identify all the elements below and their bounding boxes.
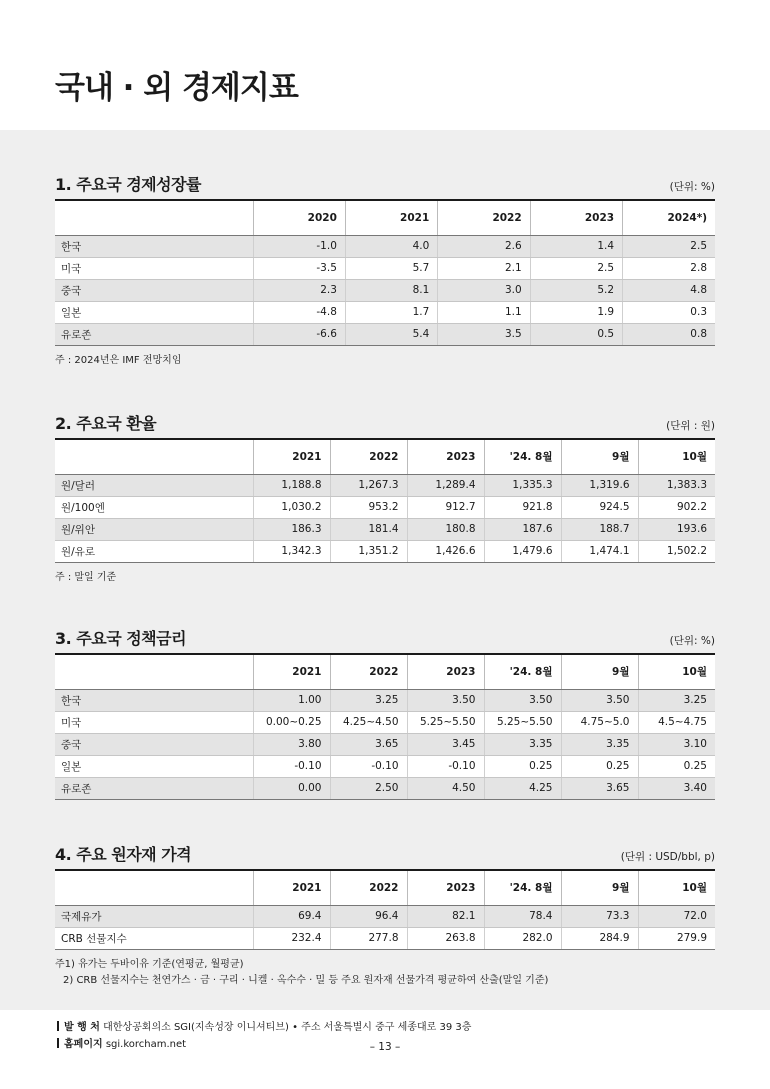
table-cell: 282.0 [484,927,561,949]
table-cell: 1,030.2 [253,496,330,518]
row-label: 중국 [55,279,253,301]
table-cell: 1,426.6 [407,540,484,562]
table-cell: 5.4 [345,323,437,345]
table-cell: 2.6 [438,235,530,257]
table-cell: 78.4 [484,905,561,927]
section-notes [55,957,715,989]
column-header: 2023 [407,439,484,474]
header-row [55,654,715,689]
column-header [55,870,253,905]
column-header: '24. 8월 [484,654,561,689]
table-cell: 3.80 [253,733,330,755]
table-cell: 0.3 [623,301,715,323]
section-unit: (단위: %) [669,181,715,193]
table-cell: 1.4 [530,235,622,257]
section-3 [55,627,715,800]
table-cell: 3.50 [407,689,484,711]
column-header: 10월 [638,439,715,474]
table-cell: 73.3 [561,905,638,927]
table-cell: 3.0 [438,279,530,301]
section-notes [55,353,715,369]
table-cell: 4.75~5.0 [561,711,638,733]
column-header: 2022 [330,870,407,905]
note-line: 주 : 말일 기준 [55,571,117,583]
row-label: 일본 [55,301,253,323]
row-label: CRB 선물지수 [55,927,253,949]
table-cell: -3.5 [253,257,345,279]
table-cell: -0.10 [330,755,407,777]
table-cell: 3.10 [638,733,715,755]
table-cell: 1.7 [345,301,437,323]
column-header [55,654,253,689]
column-header: 10월 [638,654,715,689]
table-cell: 1.1 [438,301,530,323]
table-cell: 902.2 [638,496,715,518]
table-cell: 4.25~4.50 [330,711,407,733]
column-header: 2021 [253,870,330,905]
table-cell: 8.1 [345,279,437,301]
section-2 [55,412,715,586]
table-cell: 3.25 [330,689,407,711]
row-label: 한국 [55,235,253,257]
row-label: 중국 [55,733,253,755]
table-cell: 0.25 [638,755,715,777]
column-header: 2023 [530,200,622,235]
table-cell: 284.9 [561,927,638,949]
footer-publisher-label: 발 행 처 [64,1022,100,1033]
column-header: 2021 [253,439,330,474]
row-label: 한국 [55,689,253,711]
table-cell: 181.4 [330,518,407,540]
table-cell: 4.0 [345,235,437,257]
footer-homepage-label: 홈페이지 [64,1039,103,1050]
note-line: 2) CRB 선물지수는 천연가스 · 금 · 구리 · 니켈 · 옥수수 · 밀 등 주요 원자재 선물가격 평균하여 산출(말일 기준) [63,974,549,986]
row-label: 미국 [55,257,253,279]
section-1 [55,173,715,369]
table-cell: 1,319.6 [561,474,638,496]
table-cell: 72.0 [638,905,715,927]
table-cell: 96.4 [330,905,407,927]
table-cell: -1.0 [253,235,345,257]
table-cell: 5.2 [530,279,622,301]
column-header: 2020 [253,200,345,235]
row-label: 원/100엔 [55,496,253,518]
section-unit: (단위 : USD/bbl, p) [620,851,715,863]
row-label: 국제유가 [55,905,253,927]
table-cell: 1,335.3 [484,474,561,496]
table-row [55,474,715,496]
row-label: 유로존 [55,323,253,345]
table-cell: 3.45 [407,733,484,755]
table-cell: 1,188.8 [253,474,330,496]
table-cell: 1,474.1 [561,540,638,562]
footer-publisher-text: 대한상공회의소 SGI(지속성장 이니셔티브) • 주소 서울특별시 중구 세종대로 39 3층 [103,1022,472,1033]
table-cell: 5.25~5.50 [484,711,561,733]
table-row [55,733,715,755]
column-header: 2023 [407,870,484,905]
footer-publisher-line [57,1019,717,1036]
section-notes [55,570,715,586]
table-cell: 82.1 [407,905,484,927]
section-header [55,627,715,649]
table-cell: 5.7 [345,257,437,279]
table-cell: 0.00~0.25 [253,711,330,733]
table-cell: 3.40 [638,777,715,799]
header-row [55,870,715,905]
table-cell: 2.1 [438,257,530,279]
header-row [55,439,715,474]
section-title: 4. 주요 원자재 가격 [55,845,192,864]
section-title: 1. 주요국 경제성장률 [55,175,201,194]
table-row [55,905,715,927]
table-row [55,301,715,323]
table-cell: 1,351.2 [330,540,407,562]
table-cell: 912.7 [407,496,484,518]
section-unit: (단위 : 원) [666,420,715,432]
page-number: – 13 – [369,1041,401,1053]
footer-homepage-link[interactable]: sgi.korcham.net [105,1039,187,1050]
table-row [55,496,715,518]
table-cell: 4.50 [407,777,484,799]
column-header: 2021 [253,654,330,689]
table-cell: 279.9 [638,927,715,949]
data-table [55,438,715,563]
row-label: 원/달러 [55,474,253,496]
column-header: 9월 [561,870,638,905]
section-header [55,173,715,195]
table-cell: 0.5 [530,323,622,345]
section-header [55,843,715,865]
table-cell: 0.25 [484,755,561,777]
table-cell: 1.9 [530,301,622,323]
column-header: 2023 [407,654,484,689]
column-header: '24. 8월 [484,870,561,905]
table-cell: 3.35 [561,733,638,755]
table-cell: -4.8 [253,301,345,323]
section-4 [55,843,715,989]
section-header [55,412,715,434]
column-header [55,200,253,235]
table-cell: 1,267.3 [330,474,407,496]
table-cell: 3.35 [484,733,561,755]
data-table [55,869,715,950]
table-cell: 263.8 [407,927,484,949]
column-header [55,439,253,474]
table-cell: -0.10 [253,755,330,777]
table-cell: 186.3 [253,518,330,540]
column-header: '24. 8월 [484,439,561,474]
table-row [55,279,715,301]
table-cell: 1,342.3 [253,540,330,562]
table-row [55,927,715,949]
note-line: 주 : 2024년은 IMF 전망치임 [55,354,182,366]
table-cell: 5.25~5.50 [407,711,484,733]
table-cell: 0.00 [253,777,330,799]
table-cell: -0.10 [407,755,484,777]
table-row [55,235,715,257]
table-cell: 0.25 [561,755,638,777]
row-label: 유로존 [55,777,253,799]
note-line: 주1) 유가는 두바이유 기준(연평균, 월평균) [55,958,244,970]
table-cell: 2.8 [623,257,715,279]
column-header: 2022 [330,654,407,689]
table-cell: 187.6 [484,518,561,540]
table-cell: 0.8 [623,323,715,345]
table-row [55,518,715,540]
table-cell: 1,289.4 [407,474,484,496]
row-label: 원/위안 [55,518,253,540]
row-label: 일본 [55,755,253,777]
table-cell: 277.8 [330,927,407,949]
table-cell: 69.4 [253,905,330,927]
column-header: 9월 [561,439,638,474]
data-table [55,653,715,800]
table-cell: 921.8 [484,496,561,518]
table-row [55,755,715,777]
column-header: 2022 [438,200,530,235]
table-cell: 2.5 [530,257,622,279]
table-cell: 2.3 [253,279,345,301]
table-cell: 188.7 [561,518,638,540]
table-cell: 4.5~4.75 [638,711,715,733]
table-cell: 3.65 [561,777,638,799]
table-cell: 3.5 [438,323,530,345]
table-row [55,257,715,279]
table-cell: 193.6 [638,518,715,540]
header-row [55,200,715,235]
column-header: 2022 [330,439,407,474]
table-cell: 1,502.2 [638,540,715,562]
table-cell: 1,479.6 [484,540,561,562]
table-cell: 1.00 [253,689,330,711]
table-cell: 1,383.3 [638,474,715,496]
table-cell: 232.4 [253,927,330,949]
table-cell: 3.65 [330,733,407,755]
table-cell: 4.25 [484,777,561,799]
section-unit: (단위: %) [669,635,715,647]
table-cell: 180.8 [407,518,484,540]
table-cell: 2.50 [330,777,407,799]
column-header: 9월 [561,654,638,689]
table-cell: 3.50 [484,689,561,711]
table-row [55,323,715,345]
table-cell: 2.5 [623,235,715,257]
section-title: 2. 주요국 환율 [55,414,157,433]
column-header: 10월 [638,870,715,905]
column-header: 2021 [345,200,437,235]
section-title: 3. 주요국 정책금리 [55,629,187,648]
table-cell: 924.5 [561,496,638,518]
table-cell: -6.6 [253,323,345,345]
table-row [55,540,715,562]
table-cell: 3.25 [638,689,715,711]
data-table [55,199,715,346]
page-title: 국내 · 외 경제지표 [55,70,298,106]
column-header: 2024*) [623,200,715,235]
table-cell: 953.2 [330,496,407,518]
table-row [55,689,715,711]
table-cell: 3.50 [561,689,638,711]
footer-bar-icon [57,1021,59,1031]
table-cell: 4.8 [623,279,715,301]
table-row [55,777,715,799]
row-label: 미국 [55,711,253,733]
table-row [55,711,715,733]
row-label: 원/유로 [55,540,253,562]
